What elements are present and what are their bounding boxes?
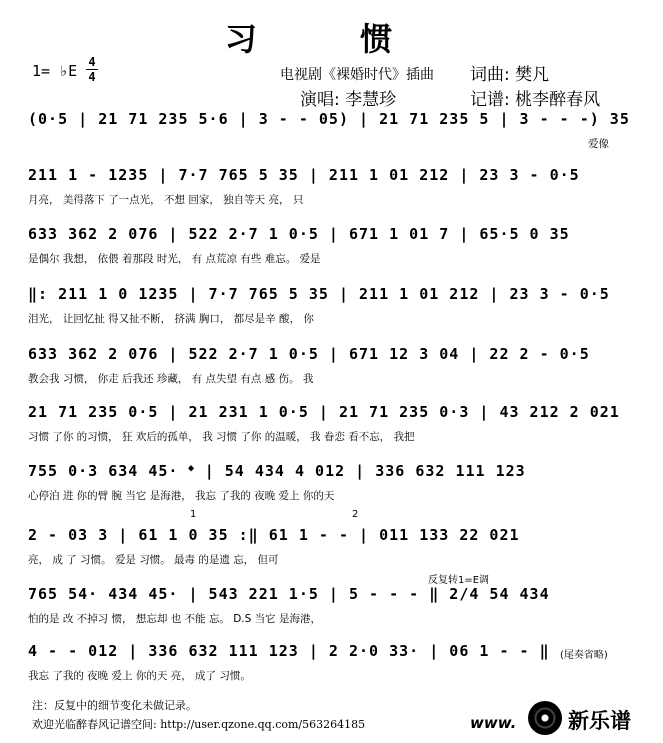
staff-notes: ‖: 211 1 0 1235 | 7·7 765 5 35 | 211 1 01 212 | 23 3 - 0·5 <box>28 285 610 303</box>
ending-note: (尾奏省略) <box>560 650 608 661</box>
staff-notes: 2 - 03 3 | 61 1 0 35 :‖ 61 1 - - | 011 133 22 021 <box>28 526 520 544</box>
staff-notes: 633 362 2 076 | 522 2·7 1 0·5 | 671 1 01 7 | 65·5 0 35 <box>28 225 570 243</box>
staff-lyrics: 泪光， 让回忆扯 得又扯不断， 挤满 胸口， 都尽是辛 酸， 你 <box>28 313 314 325</box>
staff-lyrics: 亮， 成 了 习惯。 爱是 习惯。 最毒 的是遗 忘， 但可 <box>28 554 279 566</box>
transcriber-label: 记谱: 桃李醉春风 <box>470 90 601 110</box>
staff-notes: 633 362 2 076 | 522 2·7 1 0·5 | 671 12 3 04 | 22 2 - 0·5 <box>28 345 590 363</box>
staff-notes: 21 71 235 0·5 | 21 231 1 0·5 | 21 71 235 0·3 | 43 212 2 021 <box>28 403 620 421</box>
staff-lyrics: 心停泊 进 你的臂 腕 当它 是海港， 我忘 了我的 夜晚 爱上 你的天 <box>28 490 335 502</box>
staff-notes: (0·5 | 21 71 235 5·6 | 3 - - 05) | 21 71 235 5 | 3 - - -) 35 <box>28 110 630 128</box>
staff-lyrics: 月亮， 美得落下 了一点光， 不想 回家， 独自等天 亮， 只 <box>28 194 304 206</box>
singer-label: 演唱: 李慧珍 <box>300 90 397 110</box>
volta-2-label: 2 <box>352 509 359 520</box>
staff-lyrics: 怕的是 改 不掉习 惯， 想忘却 也 不能 忘。 D.S 当它 是海港， <box>28 613 321 625</box>
staff-notes: 765 54· 434 45· | 543 221 1·5 | 5 - - - ‖ 2/4 54 434 <box>28 585 550 603</box>
volta-1-label: 1 <box>190 509 197 520</box>
footer-link[interactable]: 欢迎光临醉春风记谱空间: http://user.qzone.qq.com/563264185 <box>32 718 366 731</box>
footer-note: 注：反复中的细节变化未做记录。 <box>32 699 197 712</box>
song-title: 习 惯 <box>224 20 439 58</box>
time-signature-top: 4 <box>88 55 96 69</box>
staff-notes: 4 - - 012 | 336 632 111 123 | 2 2·0 33· | 06 1 - - ‖ <box>28 642 550 660</box>
lyricist-composer: 词曲: 樊凡 <box>470 65 550 85</box>
key-signature: 1= ♭E <box>32 62 78 80</box>
staff-notes: 211 1 - 1235 | 7·7 765 5 35 | 211 1 01 212 | 23 3 - 0·5 <box>28 166 580 184</box>
staff-lyrics: 习惯 了你 的习惯， 狂 欢后的孤单， 我 习惯 了你 的温暖， 我 眷恋 看不忘， 我把 <box>28 431 415 443</box>
logo-www: www. <box>470 714 517 732</box>
staff-lyrics: 爱像 <box>588 138 609 150</box>
staff-lyrics: 是偶尔 我想， 依偎 着那段 时光， 有 点荒凉 有些 难忘。 爱是 <box>28 253 321 265</box>
staff-lyrics: 我忘 了我的 夜晚 爱上 你的天 亮， 成了 习惯。 <box>28 670 251 682</box>
staff-lyrics: 教会我 习惯， 你走 后我还 珍藏， 有 点失望 有点 感 伤。 我 <box>28 373 314 385</box>
staff-notes: 755 0·3 634 45· 𝄌 | 54 434 4 012 | 336 632 111 123 <box>28 462 526 480</box>
record-disc-icon <box>528 701 562 735</box>
source-label: 电视剧《裸婚时代》插曲 <box>280 67 434 83</box>
repeat-key-change-note: 反复转1=E调 <box>428 575 490 586</box>
time-signature <box>86 56 98 83</box>
time-signature-bottom: 4 <box>88 70 96 84</box>
site-logo-text[interactable]: 新乐谱 <box>568 709 631 733</box>
